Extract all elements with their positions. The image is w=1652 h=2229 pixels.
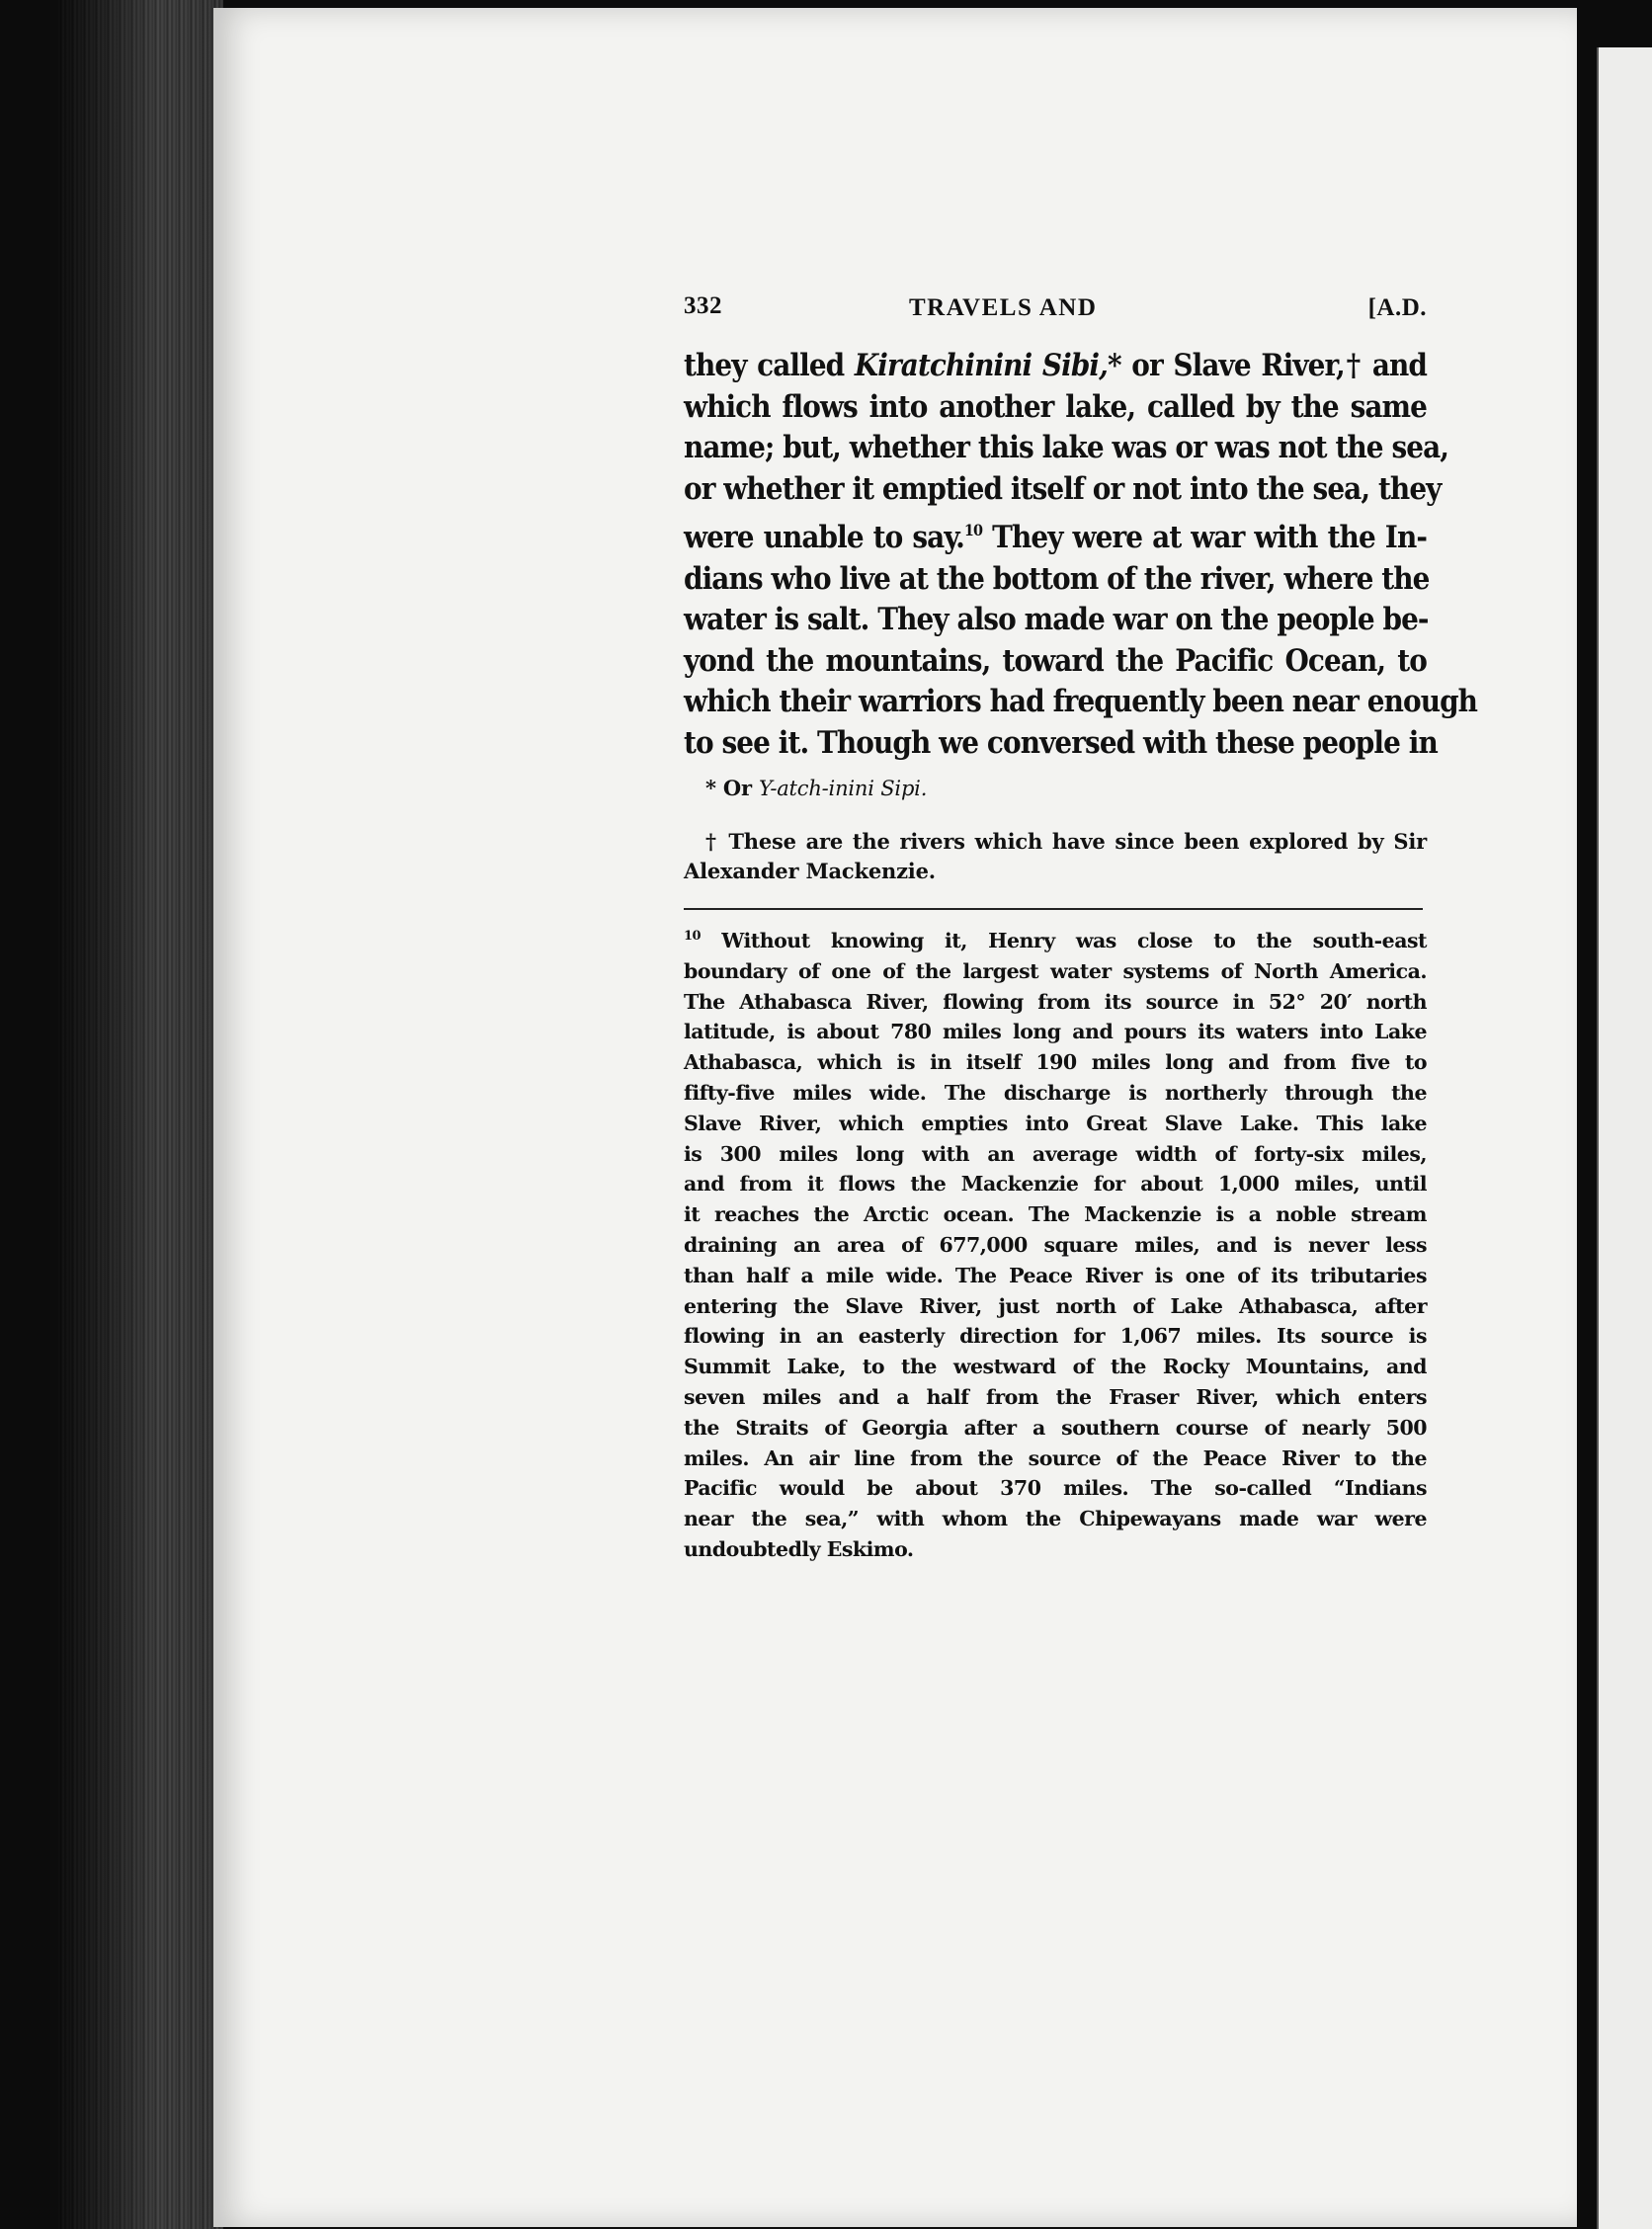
note-line: flowing in an easterly direction for 1,067 miles. Its source is [684, 1324, 1427, 1349]
note-line: undoubtedly Eskimo. [684, 1536, 914, 1561]
body-line: yond the mountains, toward the Pacific Ocean, to [684, 642, 1427, 679]
body-line: which flows into another lake, called by the same [684, 388, 1427, 425]
body-line: which their warriors had frequently been near enough [684, 684, 1478, 719]
editor-note-10 [684, 922, 1427, 1565]
note-line: boundary of one of the largest water systems of North America. [684, 958, 1427, 983]
body-text [684, 346, 1478, 764]
body-line: or whether it emptied itself or not into the sea, they [684, 470, 1442, 507]
note-line: and from it flows the Mackenzie for about 1,000 miles, until [684, 1172, 1427, 1197]
note-line: fifty-five miles wide. The discharge is northerly through the [684, 1080, 1427, 1105]
note-line: seven miles and a half from the Fraser River, which enters [684, 1384, 1427, 1409]
note-line: than half a mile wide. The Peace River is one of its tributaries [684, 1263, 1427, 1287]
body-line: were unable to say.$^{10}$ They were at war with the In- [684, 520, 1428, 555]
running-date: [A.D. [1367, 294, 1427, 321]
next-page-edge [1597, 47, 1652, 2229]
note-line: the Straits of Georgia after a southern course of nearly 500 [684, 1415, 1427, 1440]
running-head [684, 292, 1427, 332]
body-line: to see it. Though we conversed with these people in [684, 724, 1438, 761]
footnote-star: * Or Y-atch-inini Sipi. [705, 776, 928, 800]
body-line: they called Kiratchinini Sibi,* or Slave River,† and [684, 348, 1427, 383]
note-line: The Athabasca River, flowing from its source in 52° 20′ north [684, 989, 1427, 1014]
body-line: water is salt. They also made war on the people be- [684, 602, 1429, 637]
note-line: latitude, is about 780 miles long and pours its waters into Lake [684, 1020, 1427, 1044]
note-reference: 10 [963, 521, 983, 539]
note-line: Summit Lake, to the westward of the Rocky Mountains, and [684, 1355, 1427, 1379]
note-line: entering the Slave River, just north of Lake Athabasca, after [684, 1293, 1427, 1318]
footnote-rule [684, 908, 1423, 910]
note-line: is 300 miles long with an average width of forty-six miles, [684, 1141, 1427, 1166]
running-title: TRAVELS AND [909, 294, 1098, 321]
book-fore-edge [57, 0, 223, 2229]
page-number: 332 [684, 292, 722, 319]
note-line: draining an area of 677,000 square miles, and is never less [684, 1232, 1427, 1257]
note-line: Athabasca, which is in itself 190 miles long and from five to [684, 1050, 1427, 1075]
page-text-block [684, 292, 1478, 1565]
note-line: it reaches the Arctic ocean. The Mackenzie is a noble stream [684, 1202, 1427, 1227]
body-line: name; but, whether this lake was or was not the sea, [684, 430, 1449, 465]
note-line: Pacific would be about 370 miles. The so-called “Indians [684, 1476, 1427, 1501]
note-line: $^{10}$ Without knowing it, Henry was close to the south-east [684, 929, 1427, 952]
note-line: near the sea,” with whom the Chipewayans made war were [684, 1507, 1427, 1531]
note-number: 10 [684, 929, 702, 944]
body-line: dians who live at the bottom of the river, where the [684, 560, 1430, 597]
note-line: Slave River, which empties into Great Slave Lake. This lake [684, 1111, 1427, 1135]
note-line: miles. An air line from the source of the Peace River to the [684, 1445, 1427, 1470]
footnote-dagger: † These are the rivers which have since been explored by Sir Alexander Mackenzie. [684, 829, 1427, 883]
